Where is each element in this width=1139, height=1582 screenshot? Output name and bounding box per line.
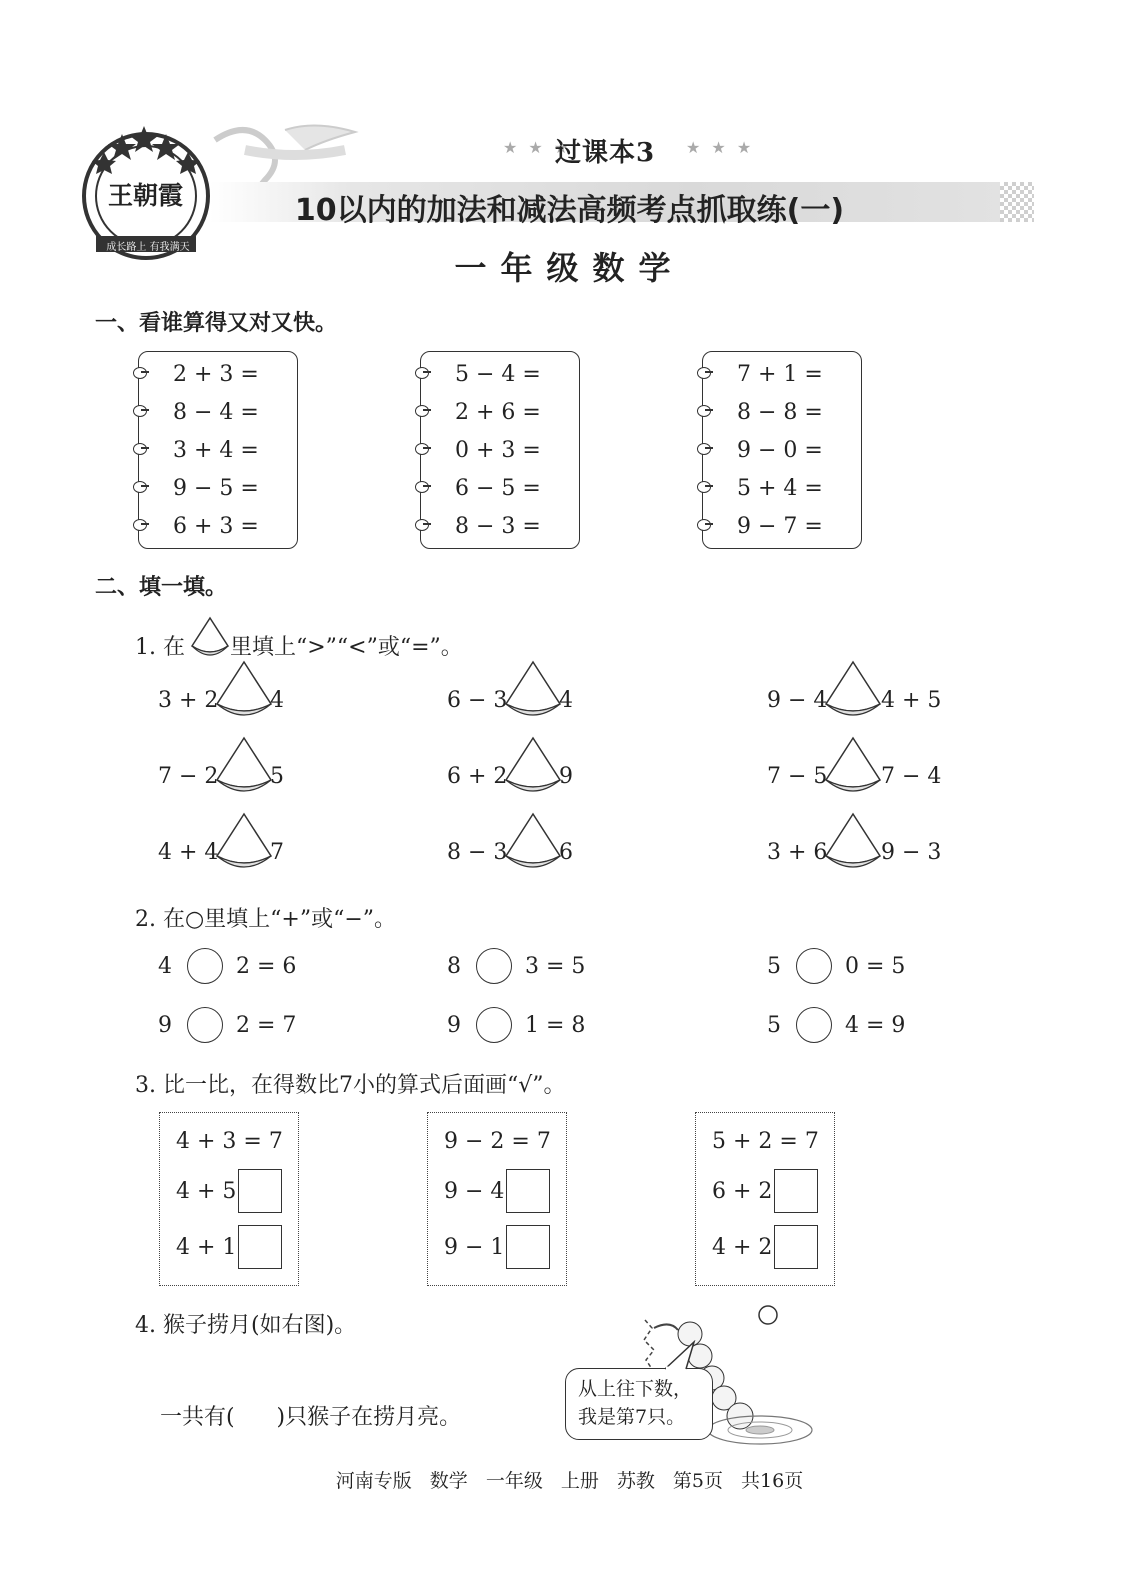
logo-text: 王朝霞 — [108, 181, 184, 210]
fan-answer-icon[interactable] — [214, 736, 274, 798]
compare-left: 8 − 3 — [447, 840, 508, 865]
notebook-row — [139, 400, 297, 424]
notebook-row — [139, 476, 297, 500]
operator-circle[interactable] — [187, 948, 223, 984]
bubble-text — [578, 1375, 692, 1431]
compare-left: 3 + 2 — [158, 688, 219, 713]
equation-rest: 2 = 6 — [236, 954, 297, 979]
equation: 6 + 3 = — [173, 514, 259, 539]
ring-icon — [697, 443, 711, 455]
section1-heading: 一、看谁算得又对又快。 — [95, 311, 338, 336]
page-footer: 河南专版 数学 一年级 上册 苏教 第5页 共16页 — [335, 1470, 804, 1492]
equation: 6 − 5 = — [455, 476, 541, 501]
equation: 8 − 8 = — [737, 400, 823, 425]
equation: 5 − 4 = — [455, 362, 541, 387]
equation: 2 + 6 = — [455, 400, 541, 425]
equation: 8 − 4 = — [173, 400, 259, 425]
q1-prefix: 1. 在 — [135, 635, 185, 660]
compare-left: 6 − 3 — [447, 688, 508, 713]
compare-right: 9 − 3 — [881, 840, 942, 865]
equation: 0 + 3 = — [455, 438, 541, 463]
notebook-row — [703, 438, 861, 462]
checkbox[interactable] — [506, 1225, 550, 1269]
equation-rest: 1 = 8 — [525, 1013, 586, 1038]
operator-circle[interactable] — [187, 1007, 223, 1043]
equation-rest: 2 = 7 — [236, 1013, 297, 1038]
checkbox[interactable] — [774, 1169, 818, 1213]
fan-answer-icon[interactable] — [823, 736, 883, 798]
compare-left: 6 + 2 — [447, 764, 508, 789]
operand: 9 — [447, 1013, 461, 1038]
compare-left: 9 − 4 — [767, 688, 828, 713]
notebook-row — [703, 514, 861, 538]
equation: 2 + 3 = — [173, 362, 259, 387]
ring-icon — [697, 481, 711, 493]
page-title: 10以内的加法和减法高频考点抓取练(一) — [294, 193, 845, 228]
ring-icon — [697, 405, 711, 417]
fan-icon — [190, 616, 230, 660]
equation-rest: 4 = 9 — [845, 1013, 906, 1038]
notebook-row — [703, 476, 861, 500]
notebook-row — [421, 362, 579, 386]
compare-box — [427, 1112, 567, 1286]
notebook-row — [139, 438, 297, 462]
ring-icon — [133, 367, 147, 379]
checkbox[interactable] — [774, 1225, 818, 1269]
fan-answer-icon[interactable] — [823, 660, 883, 722]
section2-heading: 二、填一填。 — [95, 575, 228, 600]
q4-answer-line: 一共有( )只猴子在捞月亮。 — [160, 1405, 462, 1430]
compare-left: 4 + 4 — [158, 840, 219, 865]
fan-answer-icon[interactable] — [503, 736, 563, 798]
q4-prompt: 4. 猴子捞月(如右图)。 — [135, 1313, 357, 1338]
equation: 7 + 1 = — [737, 362, 823, 387]
ring-icon — [697, 519, 711, 531]
compare-left: 7 − 2 — [158, 764, 219, 789]
equation-rest: 3 = 5 — [525, 954, 586, 979]
fan-answer-icon[interactable] — [823, 812, 883, 874]
notebook-row — [139, 514, 297, 538]
operand: 8 — [447, 954, 461, 979]
subject-heading: 一年级数学 — [454, 249, 685, 287]
compare-right: 7 − 4 — [881, 764, 942, 789]
compare-box — [159, 1112, 299, 1286]
operator-circle[interactable] — [476, 1007, 512, 1043]
notebook — [138, 351, 298, 549]
equation: 9 − 7 = — [737, 514, 823, 539]
compare-box — [695, 1112, 835, 1286]
compare-right: 4 + 5 — [881, 688, 942, 713]
compare-left: 7 − 5 — [767, 764, 828, 789]
ring-icon — [415, 443, 429, 455]
equation: 5 + 4 = — [737, 476, 823, 501]
compare-right: 6 — [559, 840, 573, 865]
fan-answer-icon[interactable] — [214, 812, 274, 874]
operand: 5 — [767, 954, 781, 979]
notebook-row — [421, 438, 579, 462]
stars-left-icon: ★ ★ ★ — [503, 138, 572, 157]
ring-icon — [133, 519, 147, 531]
ring-icon — [415, 367, 429, 379]
equation: 3 + 4 = — [173, 438, 259, 463]
logo-slogan: 成长路上 有我满天 — [106, 242, 190, 253]
ring-icon — [133, 481, 147, 493]
notebook-row — [703, 400, 861, 424]
bubble-tail — [660, 1340, 700, 1370]
q1-suffix: 里填上“>”“<”或“=”。 — [230, 635, 463, 660]
operator-circle[interactable] — [796, 948, 832, 984]
operand: 9 — [158, 1013, 172, 1038]
compare-left: 3 + 6 — [767, 840, 828, 865]
operator-circle[interactable] — [476, 948, 512, 984]
fan-answer-icon[interactable] — [214, 660, 274, 722]
ring-icon — [415, 481, 429, 493]
notebook-row — [421, 476, 579, 500]
ring-icon — [133, 443, 147, 455]
notebook — [702, 351, 862, 549]
operand: 4 — [158, 954, 172, 979]
compare-right: 4 — [270, 688, 284, 713]
check-expression: 9 − 4 — [444, 1179, 505, 1204]
equation-rest: 0 = 5 — [845, 954, 906, 979]
q2-prompt: 2. 在○里填上“+”或“−”。 — [135, 907, 397, 932]
check-expression: 9 − 1 — [444, 1235, 505, 1260]
notebook-row — [421, 514, 579, 538]
checkbox[interactable] — [506, 1169, 550, 1213]
ring-icon — [133, 405, 147, 417]
stars-right-icon: ★ ★ ★ — [686, 138, 755, 157]
ring-icon — [697, 367, 711, 379]
given-equation: 9 − 2 = 7 — [444, 1129, 551, 1154]
check-expression: 4 + 2 — [712, 1235, 773, 1260]
speech-bubble — [565, 1368, 713, 1440]
series-label: 过课本3 — [555, 138, 656, 168]
bubble-line-1: 从上往下数， — [578, 1378, 693, 1400]
checkbox[interactable] — [238, 1225, 282, 1269]
check-expression: 4 + 1 — [176, 1235, 237, 1260]
fan-answer-icon[interactable] — [503, 660, 563, 722]
check-expression: 4 + 5 — [176, 1179, 237, 1204]
notebook-row — [139, 362, 297, 386]
notebook-row — [703, 362, 861, 386]
compare-right: 5 — [270, 764, 284, 789]
q3-prompt: 3. 比一比，在得数比7小的算式后面画“√”。 — [135, 1073, 566, 1098]
ring-icon — [415, 405, 429, 417]
operand: 5 — [767, 1013, 781, 1038]
ring-icon — [415, 519, 429, 531]
equation: 8 − 3 = — [455, 514, 541, 539]
given-equation: 4 + 3 = 7 — [176, 1129, 283, 1154]
bubble-line-2: 我是第7只。 — [578, 1406, 686, 1428]
given-equation: 5 + 2 = 7 — [712, 1129, 819, 1154]
equation: 9 − 5 = — [173, 476, 259, 501]
check-expression: 6 + 2 — [712, 1179, 773, 1204]
checkbox[interactable] — [238, 1169, 282, 1213]
operator-circle[interactable] — [796, 1007, 832, 1043]
compare-right: 4 — [559, 688, 573, 713]
notebook-row — [421, 400, 579, 424]
notebook — [420, 351, 580, 549]
compare-right: 9 — [559, 764, 573, 789]
compare-right: 7 — [270, 840, 284, 865]
fan-answer-icon[interactable] — [503, 812, 563, 874]
equation: 9 − 0 = — [737, 438, 823, 463]
